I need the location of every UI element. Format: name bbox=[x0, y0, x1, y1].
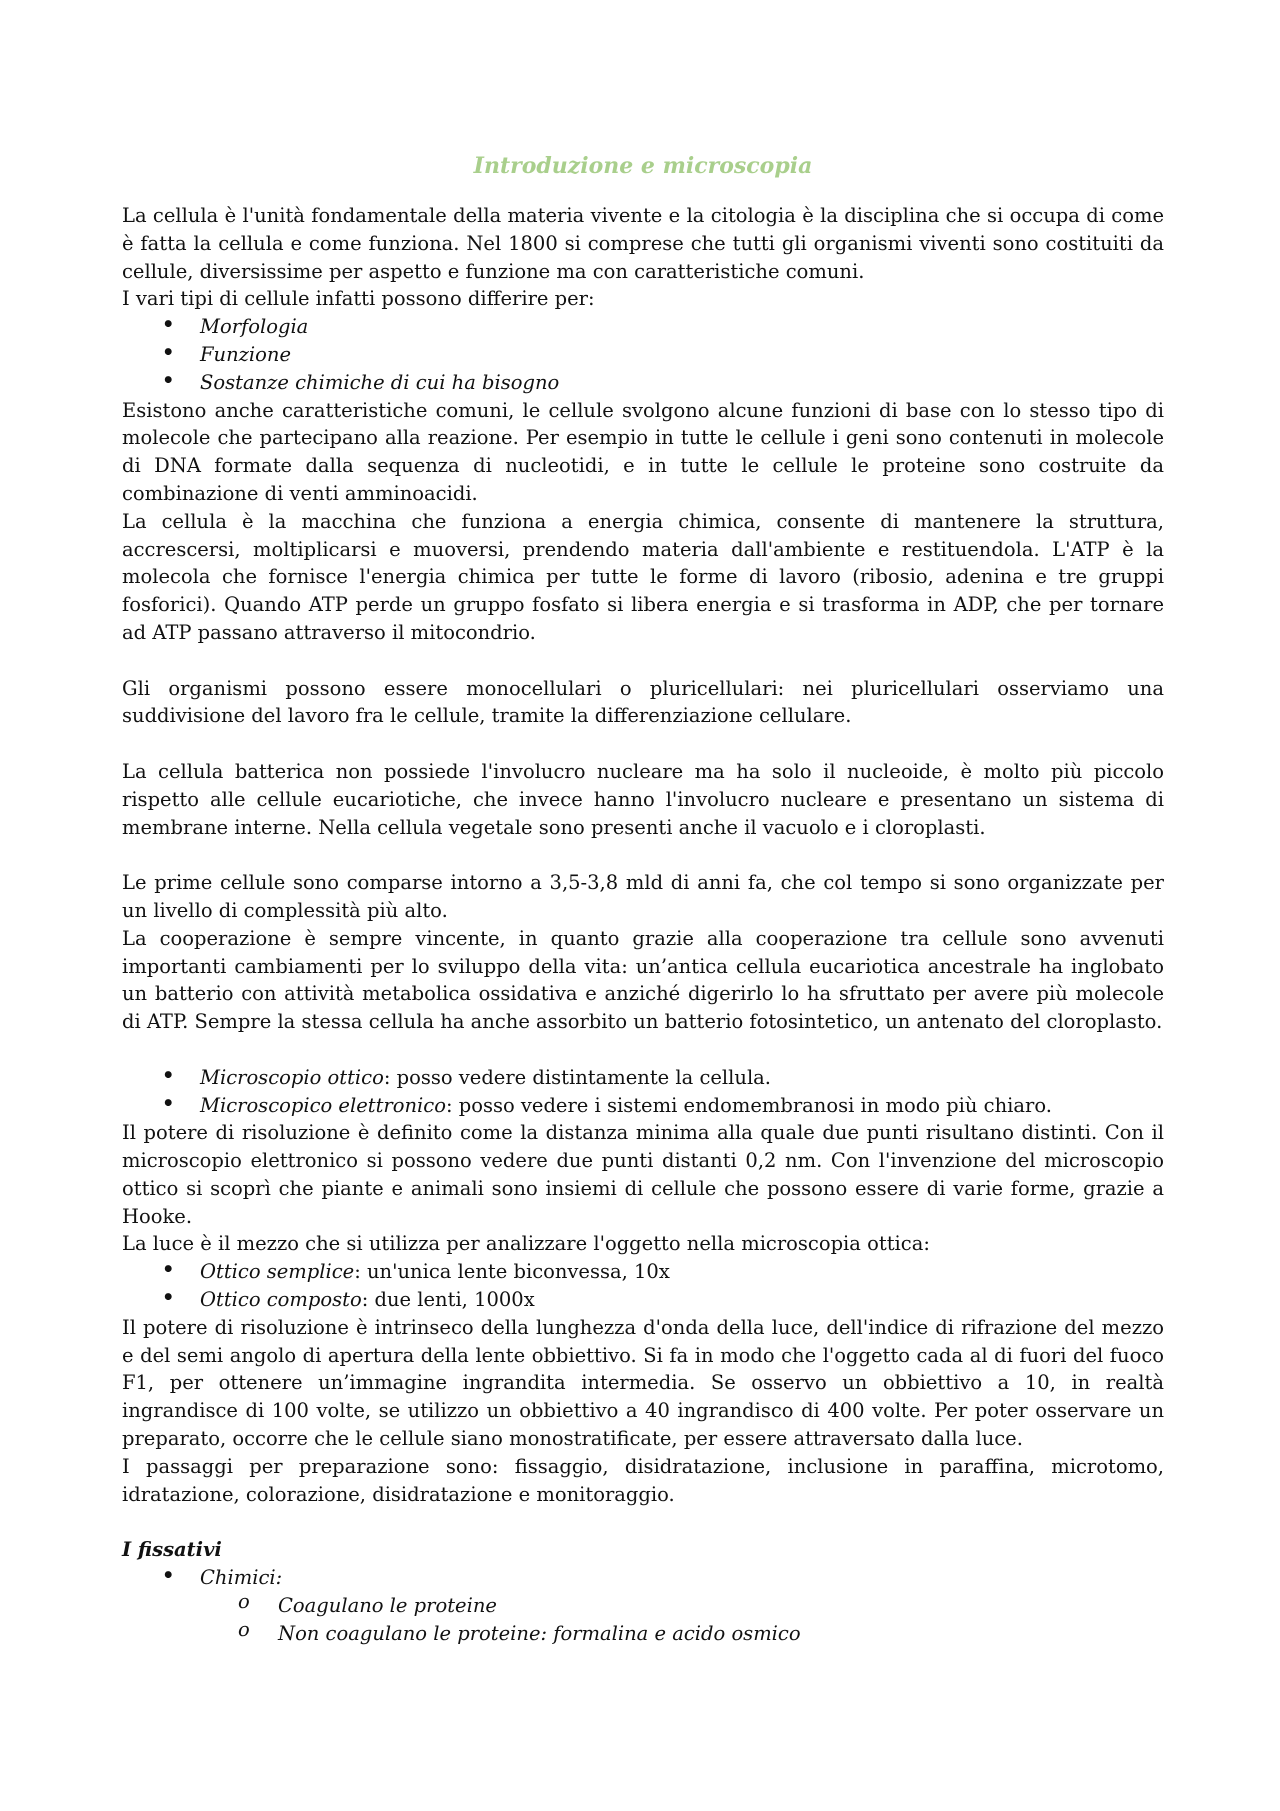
paragraph: I vari tipi di cellule infatti possono differire per: bbox=[122, 287, 595, 311]
list-item-text: : due lenti, 1000x bbox=[361, 1288, 535, 1312]
paragraph: La luce è il mezzo che si utilizza per analizzare l'oggetto nella microscopia ottica: bbox=[122, 1232, 930, 1256]
bullet-list bbox=[122, 1064, 1164, 1120]
section-heading: I fissativi bbox=[122, 1538, 222, 1562]
list-item bbox=[200, 1286, 1164, 1314]
paragraph: Esistono anche caratteristiche comuni, le cellule svolgono alcune funzioni di base con lo stesso tipo di molecole che partecipano alla reazione. Per esempio in tutte le cellule i geni sono contenuti in molecole di DNA formate dalla sequenza di nucleotidi, e in tutte le cellule le proteine sono costruite da combinazione di venti amminoacidi. bbox=[122, 398, 1164, 505]
sub-list-item: o Non coagulano le proteine: formalina e acido osmico bbox=[278, 1620, 1164, 1648]
list-item-text: : posso vedere i sistemi endomembranosi in modo più chiaro. bbox=[445, 1093, 1052, 1117]
sub-list bbox=[200, 1592, 1164, 1648]
list-item bbox=[200, 1258, 1164, 1286]
bullet-list bbox=[122, 1564, 1164, 1647]
bullet-list bbox=[122, 1258, 1164, 1314]
paragraph: La cellula è la macchina che funziona a energia chimica, consente di mantenere la struttura, accrescersi, moltiplicarsi e muoversi, prendendo materia dall'ambiente e restituendola. L'ATP è la molecola che fornisce l'energia chimica per tutte le forme di lavoro (ribosio, adenina e tre gruppi fosforici). Quando ATP perde un gruppo fosfato si libera energia e si trasforma in ADP, che per tornare ad ATP passano attraverso il mitocondrio. bbox=[122, 509, 1164, 644]
paragraph: Le prime cellule sono comparse intorno a 3,5-3,8 mld di anni fa, che col tempo si sono organizzate per un livello di complessità più alto. bbox=[122, 871, 1164, 922]
list-item-text: Chimici: bbox=[200, 1566, 283, 1590]
bullet-list bbox=[122, 313, 1164, 396]
list-item: • Funzione bbox=[200, 341, 1164, 369]
spacer bbox=[122, 1508, 1164, 1536]
document-title: Introduzione e microscopia bbox=[473, 153, 813, 179]
paragraph: Il potere di risoluzione è definito come la distanza minima alla quale due punti risultano distinti. Con il microscopio elettronico si possono vedere due punti distanti 0,2 nm. Con l'invenzione del microscopio ottico si scoprì che piante e animali sono insiemi di cellule che possono essere di varie forme, grazie a Hooke. bbox=[122, 1121, 1164, 1228]
spacer bbox=[122, 841, 1164, 869]
paragraph: I passaggi per preparazione sono: fissaggio, disidratazione, inclusione in paraffina, microtomo, idratazione, colorazione, disidratazione e monitoraggio. bbox=[122, 1454, 1164, 1506]
list-item-term: Ottico semplice bbox=[200, 1260, 355, 1284]
paragraph: Gli organismi possono essere monocellulari o pluricellulari: nei pluricellulari osserviamo una suddivisione del lavoro fra le cellule, tramite la differenziazione cellulare. bbox=[122, 676, 1164, 728]
list-item: • Sostanze chimiche di cui ha bisogno bbox=[200, 369, 1164, 397]
list-item-text: : posso vedere distintamente la cellula. bbox=[383, 1065, 772, 1089]
paragraph: La cooperazione è sempre vincente, in quanto grazie alla cooperazione tra cellule sono avvenuti importanti cambiamenti per lo sviluppo della vita: un’antica cellula eucariotica ancestrale ha inglobato un batterio con attività metabolica ossidativa e anziché digerirlo lo ha sfruttato per avere più molecole di ATP. Sempre la stessa cellula ha anche assorbito un batterio fotosintetico, un antenato del cloroplasto. bbox=[122, 926, 1164, 1034]
spacer bbox=[122, 647, 1164, 675]
sub-list-item: o Coagulano le proteine bbox=[278, 1592, 1164, 1620]
spacer bbox=[122, 730, 1164, 758]
spacer bbox=[122, 1036, 1164, 1064]
list-item-term: Microscopio ottico bbox=[200, 1065, 384, 1089]
paragraph: La cellula batterica non possiede l'involucro nucleare ma ha solo il nucleoide, è molto più piccolo rispetto alle cellule eucariotiche, che invece hanno l'involucro nucleare e presentano un sistema di membrane interne. Nella cellula vegetale sono presenti anche il vacuolo e i cloroplasti. bbox=[122, 759, 1164, 839]
list-item-text: : un'unica lente biconvessa, 10x bbox=[354, 1260, 670, 1284]
list-item-term: Microscopico elettronico bbox=[200, 1093, 446, 1117]
paragraph: Il potere di risoluzione è intrinseco della lunghezza d'onda della luce, dell'indice di rifrazione del mezzo e del semi angolo di apertura della lente obbiettivo. Si fa in modo che l'oggetto cada al di fuori del fuoco F1, per ottenere un’immagine ingrandita intermedia. Se osservo un obbiettivo a 10, in realtà ingrandisce di 100 volte, se utilizzo un obbiettivo a 40 ingrandisco di 400 volte. Per poter osservare un preparato, occorre che le cellule siano monostratificate, per essere attraversato dalla luce. bbox=[122, 1315, 1164, 1451]
list-item-term: Ottico composto bbox=[200, 1288, 362, 1312]
list-item bbox=[200, 1064, 1164, 1092]
list-item: • Morfologia bbox=[200, 313, 1164, 341]
paragraph: La cellula è l'unità fondamentale della materia vivente e la citologia è la disciplina che si occupa di come è fatta la cellula e come funziona. Nel 1800 si comprese che tutti gli organismi viventi sono costituiti da cellule, diversissime per aspetto e funzione ma con caratteristiche comuni. bbox=[122, 204, 1164, 283]
list-item bbox=[200, 1564, 1164, 1647]
list-item bbox=[200, 1092, 1164, 1120]
